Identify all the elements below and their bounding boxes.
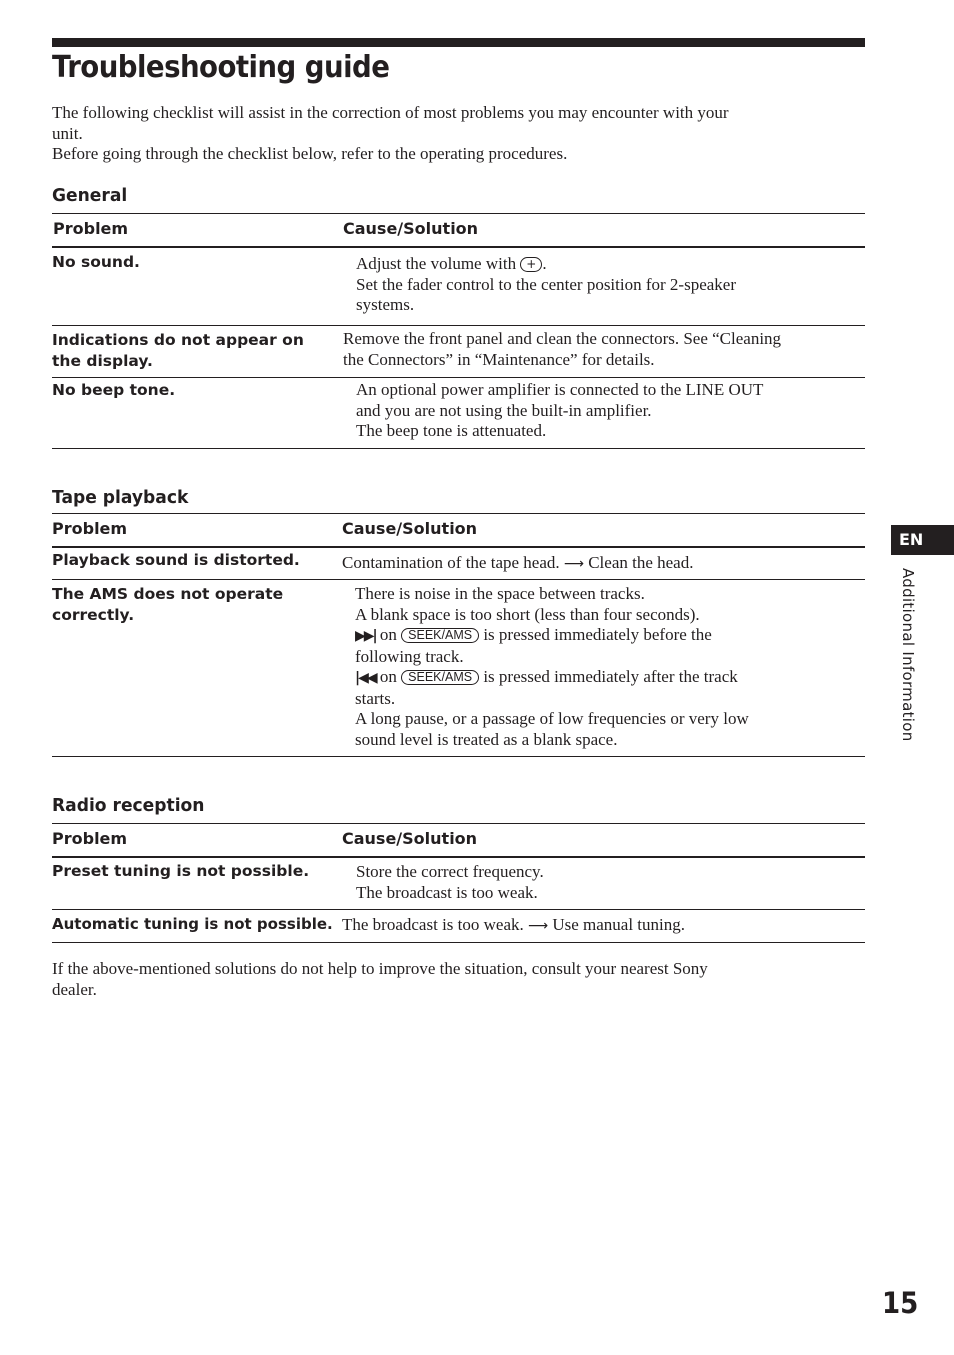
table-row (52, 858, 865, 910)
previous-track-icon: |◀◀ (355, 670, 376, 686)
intro-line: unit. (52, 123, 83, 143)
cause-cell: Contamination of the tape head. ⟶ Clean the head. (342, 553, 694, 572)
table-row (52, 326, 865, 378)
next-track-icon: ▶▶| (355, 628, 376, 644)
cause-cell: Store the correct frequency. The broadcast is too weak. (356, 862, 544, 902)
problem-cell: No beep tone. (52, 381, 176, 399)
cause-header: Cause/Solution (343, 219, 479, 238)
intro-line: The following checklist will assist in the correction of most problems you may encounter with your (52, 103, 729, 122)
seek-ams-button-icon: SEEK/AMS (401, 670, 479, 685)
cause-cell: Remove the front panel and clean the connectors. See “Cleaning the Connectors” in “Maintenance” for details. (343, 329, 782, 369)
page-number: 15 (882, 1286, 919, 1320)
section-radio-reception (52, 794, 865, 943)
table-row (52, 548, 865, 580)
cause-cell: There is noise in the space between tracks. A blank space is too short (less than four seconds). ▶▶| on SEEK/AMS is pressed immediately before the following track. |◀◀ on SEEK/AMS is pressed immediately after the track starts. A long pause, or a passage of low frequencies or very low sound level is treated as a blank space. (355, 584, 749, 749)
section-general (52, 184, 865, 449)
section-title: Radio reception (52, 795, 205, 816)
title-rule (52, 38, 865, 47)
problem-cell: Indications do not appear on the display. (52, 331, 304, 370)
intro-line: Before going through the checklist below, refer to the operating procedures. (52, 144, 568, 163)
table-row (52, 248, 865, 326)
volume-plus-button-icon: + (520, 257, 542, 272)
table-header (52, 213, 865, 248)
section-tape-playback (52, 486, 865, 757)
problem-cell: Playback sound is distorted. (52, 551, 300, 569)
cause-cell: The broadcast is too weak. ⟶ Use manual tuning. (342, 915, 685, 934)
cause-cell: Adjust the volume with + . Set the fader control to the center position for 2-speaker systems. (356, 254, 737, 314)
table-header (52, 823, 865, 858)
problem-header: Problem (52, 829, 128, 848)
page-title: Troubleshooting guide (52, 50, 390, 85)
problem-header: Problem (53, 219, 129, 238)
language-tab: EN (891, 525, 954, 555)
footer-note: If the above-mentioned solutions do not help to improve the situation, consult your nearest Sony dealer. (52, 959, 708, 999)
right-arrow-icon: ⟶ (528, 918, 549, 934)
problem-cell: Automatic tuning is not possible. (52, 915, 333, 933)
problem-cell: Preset tuning is not possible. (52, 862, 310, 880)
table-row (52, 910, 865, 943)
section-title: Tape playback (52, 487, 189, 508)
table-header (52, 513, 865, 548)
right-arrow-icon: ⟶ (563, 556, 584, 572)
cause-header: Cause/Solution (342, 519, 478, 538)
cause-cell: An optional power amplifier is connected to the LINE OUT and you are not using the built-in amplifier. The beep tone is attenuated. (356, 380, 764, 440)
cause-header: Cause/Solution (342, 829, 478, 848)
problem-header: Problem (52, 519, 128, 538)
problem-cell: The AMS does not operate correctly. (52, 585, 284, 624)
section-side-label: Additional Information (899, 568, 917, 742)
table-row (52, 378, 865, 449)
section-title: General (52, 185, 128, 206)
intro-text (52, 103, 864, 165)
table-row (52, 580, 865, 757)
problem-cell: No sound. (52, 253, 140, 271)
seek-ams-button-icon: SEEK/AMS (401, 628, 479, 643)
